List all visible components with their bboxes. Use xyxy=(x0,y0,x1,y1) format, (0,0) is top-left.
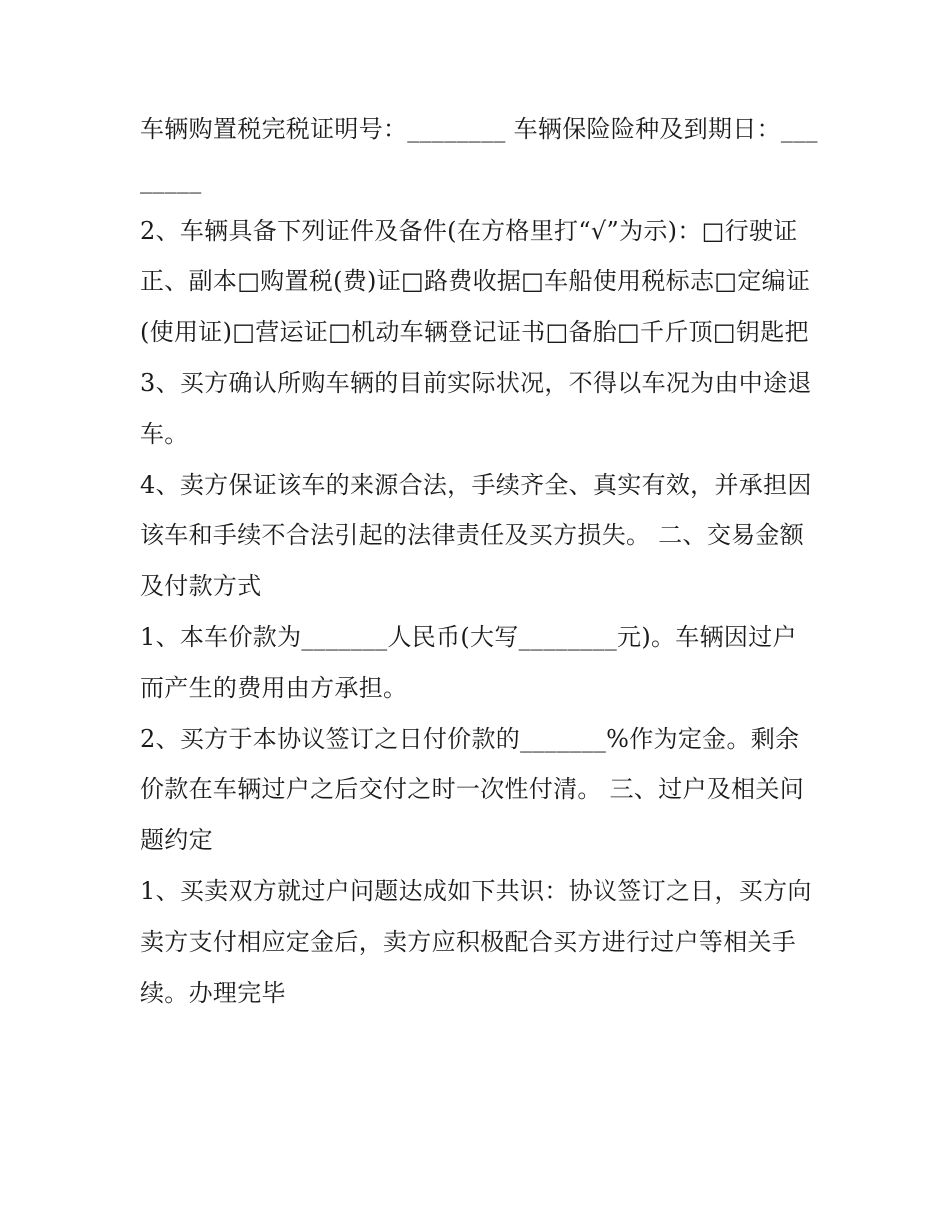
paragraph-price: 1、本车价款为_______人民币(大写________元)。车辆因过户而产生的费用由方承担。 xyxy=(140,622,797,702)
document-body xyxy=(140,104,820,1018)
paragraph-deposit: 2、买方于本协议签订之日付价款的_______%作为定金。剩余价款在车辆过户之后交付之时一次性付清。 三、过户及相关问题约定 xyxy=(140,724,805,855)
paragraph-tax-insurance: 车辆购置税完税证明号：________ 车辆保险险种及到期日：________ xyxy=(140,115,818,194)
paragraph-transfer-agreement: 1、买卖双方就过户问题达成如下共识：协议签订之日，买方向卖方支付相应定金后，卖方应积极配合买方进行过户等相关手续。办理完毕 xyxy=(140,876,812,1007)
paragraph-buyer-confirmation: 3、买方确认所购车辆的目前实际状况，不得以车况为由中途退车。 xyxy=(140,368,812,448)
paragraph-seller-guarantee: 4、卖方保证该车的来源合法，手续齐全、真实有效，并承担因该车和手续不合法引起的法律责任及买方损失。 二、交易金额及付款方式 xyxy=(140,470,812,601)
paragraph-documents-checklist: 2、车辆具备下列证件及备件(在方格里打“√”为示)：□行驶证正、副本□购置税(费)证□路费收据□车船使用税标志□定编证(使用证)□营运证□机动车辆登记证书□备胎□千斤顶□钥匙把 xyxy=(140,216,811,347)
